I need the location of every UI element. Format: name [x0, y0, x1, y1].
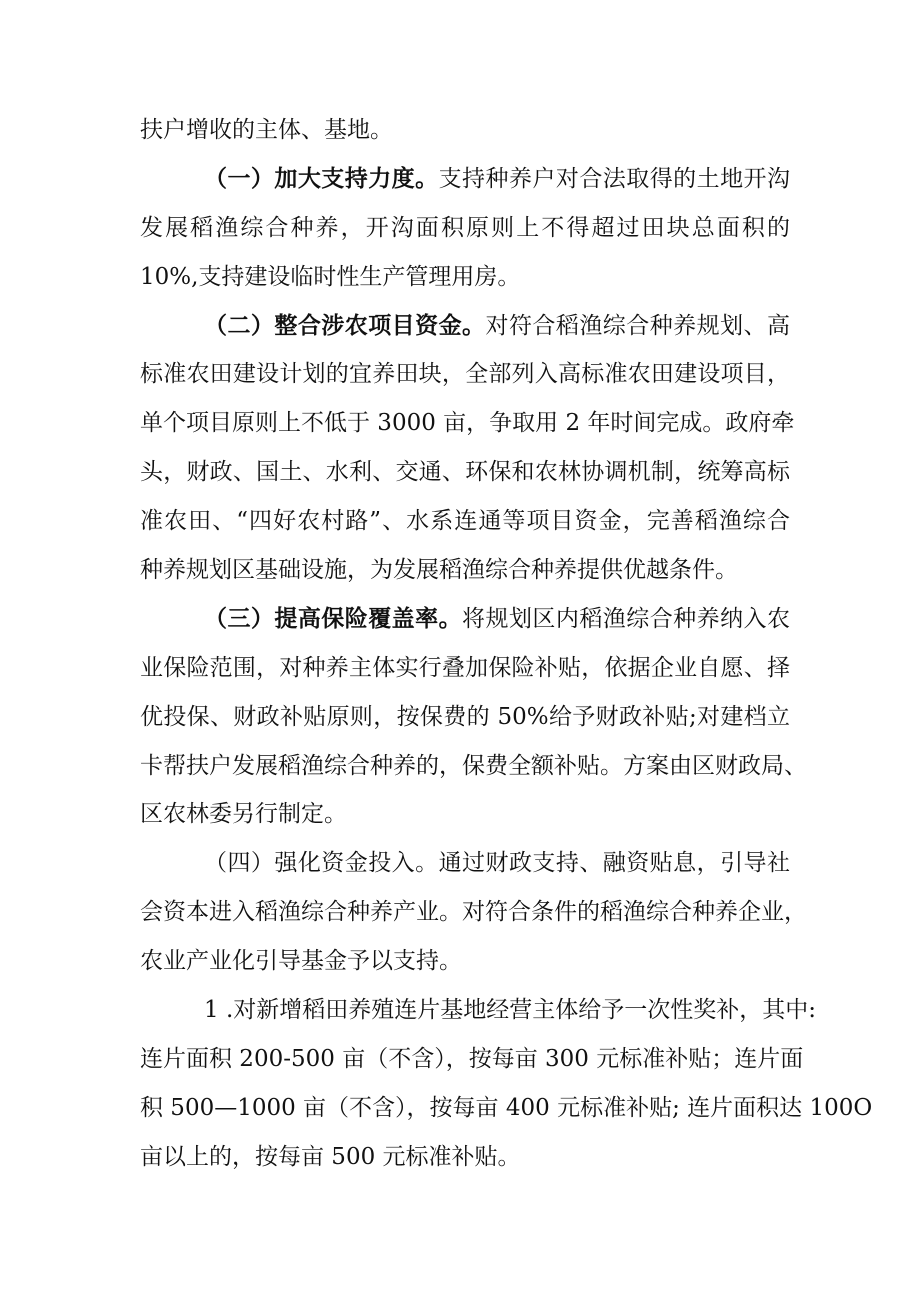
text-line: 10%,支持建设临时性生产管理用房。: [140, 263, 521, 290]
text-line: 优投保、财政补贴原则，按保费的 50%给予财政补贴;对建档立: [140, 703, 790, 730]
text-line: 标准农田建设计划的宜养田块，全部列入高标准农田建设项目，: [140, 361, 790, 388]
section-line: （四）强化资金投入。通过财政支持、融资贴息，引导社: [204, 850, 790, 877]
body-text: [140, 106, 873, 1182]
text-line: 头，财政、国土、水利、交通、环保和农林协调机制，统筹高标: [140, 459, 790, 486]
text-line: 亩以上的，按每亩 500 元标准补贴。: [140, 1143, 521, 1170]
text-line: 农业产业化引导基金予以支持。: [140, 948, 462, 975]
text-line: 发展稻渔综合种养，开沟面积原则上不得超过田块总面积的: [140, 214, 790, 241]
section-heading-line: （一）加大支持力度。支持种养户对合法取得的土地开沟: [204, 164, 791, 192]
text-line: 单个项目原则上不低于 3000 亩，争取用 2 年时间完成。政府牵: [140, 410, 795, 437]
text-line: 连片面积 200-500 亩（不含），按每亩 300 元标准补贴；连片面: [140, 1045, 804, 1072]
text-line: 种养规划区基础设施，为发展稻渔综合种养提供优越条件。: [140, 557, 738, 584]
text-line: 扶户增收的主体、基地。: [140, 117, 393, 143]
section-heading: （二）整合涉农项目资金。: [204, 311, 486, 339]
section-heading: （三）提高保险覆盖率。: [204, 604, 463, 632]
text-line: 积 500—1000 亩（不含），按每亩 400 元标准补贴; 连片面积达 100O: [140, 1094, 873, 1121]
list-item-line: 1 .对新增稻田养殖连片基地经营主体给予一次性奖补，其中:: [204, 997, 817, 1024]
text-line: 准农田、“四好农村路”、水系连通等项目资金，完善稻渔综合: [140, 508, 790, 535]
text-line: 区农林委另行制定。: [140, 801, 347, 828]
text-line: 业保险范围，对种养主体实行叠加保险补贴，依据企业自愿、择: [140, 654, 790, 681]
section-heading-line: （三）提高保险覆盖率。将规划区内稻渔综合种养纳入农: [204, 604, 791, 632]
text-line: 会资本进入稻渔综合种养产业。对符合条件的稻渔综合种养企业，: [140, 899, 807, 926]
section-heading-line: （二）整合涉农项目资金。对符合稻渔综合种养规划、高: [204, 311, 791, 339]
text-line: 卡帮扶户发展稻渔综合种养的，保费全额补贴。方案由区财政局、: [140, 752, 807, 779]
section-heading: （一）加大支持力度。: [204, 164, 439, 192]
